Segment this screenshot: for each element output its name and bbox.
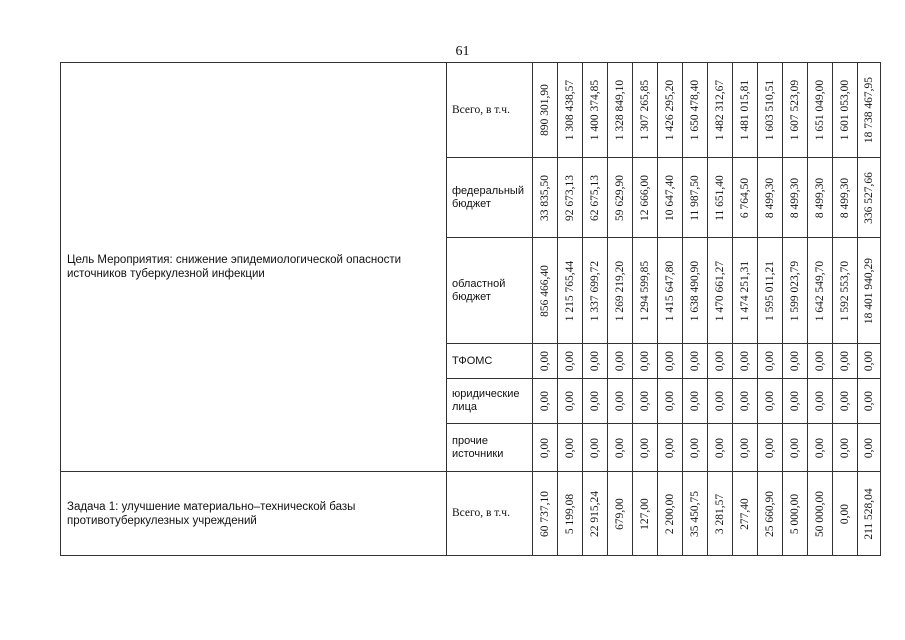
amount-cell — [833, 472, 858, 556]
amount-cell — [858, 158, 881, 238]
amount-value: 0,00 — [664, 390, 676, 412]
amount-value: 127,00 — [639, 497, 651, 530]
amount-value: 1 482 312,67 — [714, 79, 726, 141]
amount-cell — [683, 158, 708, 238]
amount-value: 60 737,10 — [539, 490, 551, 537]
amount-cell — [683, 238, 708, 344]
amount-cell — [533, 63, 558, 158]
amount-value: 890 301,90 — [539, 84, 551, 136]
amount-value: 0,00 — [789, 390, 801, 412]
amount-value: 0,00 — [739, 350, 751, 372]
amount-value: 3 281,57 — [714, 493, 726, 534]
amount-value: 0,00 — [714, 390, 726, 412]
amount-cell — [558, 158, 583, 238]
amount-value: 1 269 219,20 — [614, 260, 626, 321]
amount-cell — [783, 424, 808, 472]
amount-value: 8 499,30 — [814, 177, 826, 218]
amount-value: 1 651 049,00 — [814, 79, 826, 141]
amount-cell — [533, 158, 558, 238]
amount-value: 0,00 — [714, 350, 726, 372]
amount-value: 0,00 — [714, 437, 726, 458]
amount-value: 0,00 — [639, 437, 651, 458]
amount-value: 0,00 — [789, 437, 801, 458]
amount-value: 0,00 — [589, 437, 601, 458]
amount-cell — [758, 238, 783, 344]
amount-value: 35 450,75 — [689, 490, 701, 537]
amount-value: 18 401 940,29 — [863, 257, 875, 324]
amount-value: 0,00 — [863, 390, 875, 412]
funding-source-label: юридические лица — [447, 379, 533, 424]
amount-cell — [858, 379, 881, 424]
amount-cell — [833, 158, 858, 238]
amount-value: 0,00 — [689, 390, 701, 412]
amount-cell — [533, 344, 558, 379]
amount-value: 0,00 — [614, 350, 626, 372]
amount-cell — [658, 63, 683, 158]
amount-cell — [733, 238, 758, 344]
amount-value: 0,00 — [564, 437, 576, 458]
amount-cell — [758, 472, 783, 556]
amount-value: 33 835,50 — [539, 174, 551, 221]
amount-value: 18 738 467,95 — [863, 76, 875, 144]
amount-value: 0,00 — [614, 390, 626, 412]
amount-cell — [633, 158, 658, 238]
amount-value: 25 660,90 — [764, 490, 776, 537]
funding-source-label: областной бюджет — [447, 238, 533, 344]
amount-value: 5 000,00 — [789, 493, 801, 534]
amount-cell — [758, 63, 783, 158]
amount-value: 0,00 — [589, 350, 601, 372]
amount-cell — [608, 238, 633, 344]
amount-cell — [658, 379, 683, 424]
funding-source-label: прочие источники — [447, 424, 533, 472]
amount-cell — [658, 344, 683, 379]
amount-cell — [858, 238, 881, 344]
amount-value: 856 466,40 — [539, 264, 551, 317]
amount-value: 1 601 053,00 — [839, 79, 851, 141]
amount-cell — [633, 238, 658, 344]
amount-cell — [683, 344, 708, 379]
amount-value: 0,00 — [764, 437, 776, 458]
amount-cell — [808, 424, 833, 472]
amount-value: 211 528,04 — [863, 487, 875, 540]
amount-value: 336 527,66 — [863, 171, 875, 224]
amount-value: 0,00 — [664, 350, 676, 372]
amount-cell — [783, 472, 808, 556]
amount-value: 0,00 — [839, 350, 851, 372]
amount-value: 0,00 — [739, 390, 751, 412]
amount-cell — [783, 238, 808, 344]
amount-cell — [858, 344, 881, 379]
amount-value: 10 647,40 — [664, 174, 676, 221]
amount-cell — [608, 344, 633, 379]
amount-cell — [608, 158, 633, 238]
amount-cell — [858, 63, 881, 158]
amount-value: 2 200,00 — [664, 493, 676, 534]
amount-cell — [583, 344, 608, 379]
amount-cell — [733, 424, 758, 472]
amount-cell — [608, 379, 633, 424]
amount-cell — [533, 238, 558, 344]
amount-cell — [858, 472, 881, 556]
amount-value: 0,00 — [739, 437, 751, 458]
amount-value: 0,00 — [839, 503, 851, 524]
amount-value: 1 595 011,21 — [764, 260, 776, 321]
amount-cell — [733, 472, 758, 556]
amount-cell — [758, 424, 783, 472]
amount-value: 8 499,30 — [764, 177, 776, 218]
amount-value: 8 499,30 — [839, 177, 851, 218]
amount-cell — [533, 379, 558, 424]
amount-value: 0,00 — [589, 390, 601, 412]
amount-value: 1 215 765,44 — [564, 260, 576, 321]
amount-value: 0,00 — [614, 437, 626, 458]
amount-value: 0,00 — [839, 390, 851, 412]
amount-cell — [708, 379, 733, 424]
amount-cell — [758, 158, 783, 238]
amount-cell — [683, 63, 708, 158]
amount-value: 1 642 549,70 — [814, 260, 826, 321]
amount-cell — [683, 472, 708, 556]
amount-cell — [558, 379, 583, 424]
amount-cell — [758, 344, 783, 379]
amount-cell — [533, 424, 558, 472]
amount-cell — [633, 424, 658, 472]
amount-value: 679,00 — [614, 497, 626, 530]
amount-cell — [583, 238, 608, 344]
amount-cell — [858, 424, 881, 472]
amount-value: 1 328 849,10 — [614, 79, 626, 141]
amount-value: 1 294 599,85 — [639, 260, 651, 321]
amount-cell — [683, 424, 708, 472]
amount-value: 1 308 438,57 — [564, 79, 576, 141]
amount-value: 1 337 699,72 — [589, 260, 601, 321]
amount-value: 1 307 265,85 — [639, 79, 651, 141]
goal-row — [61, 63, 881, 158]
amount-value: 11 987,50 — [689, 174, 701, 221]
amount-cell — [683, 379, 708, 424]
amount-cell — [783, 158, 808, 238]
amount-cell — [833, 344, 858, 379]
amount-cell — [708, 424, 733, 472]
amount-cell — [633, 63, 658, 158]
amount-value: 0,00 — [689, 350, 701, 372]
amount-cell — [783, 63, 808, 158]
amount-cell — [583, 379, 608, 424]
amount-cell — [558, 472, 583, 556]
amount-cell — [558, 63, 583, 158]
amount-value: 0,00 — [564, 390, 576, 412]
amount-value: 1 603 510,51 — [764, 79, 776, 141]
amount-cell — [758, 379, 783, 424]
amount-cell — [583, 63, 608, 158]
amount-value: 1 481 015,81 — [739, 79, 751, 141]
amount-cell — [808, 238, 833, 344]
amount-value: 62 675,13 — [589, 174, 601, 221]
amount-value: 0,00 — [789, 350, 801, 372]
amount-cell — [833, 63, 858, 158]
amount-cell — [808, 379, 833, 424]
task1-row — [61, 472, 881, 556]
amount-cell — [558, 424, 583, 472]
amount-cell — [733, 63, 758, 158]
amount-value: 1 650 478,40 — [689, 79, 701, 141]
amount-cell — [708, 344, 733, 379]
amount-value: 0,00 — [814, 437, 826, 458]
amount-value: 1 638 490,90 — [689, 260, 701, 321]
funding-source-label: ТФОМС — [447, 344, 533, 379]
amount-value: 11 651,40 — [714, 174, 726, 221]
amount-value: 0,00 — [863, 350, 875, 372]
amount-cell — [583, 472, 608, 556]
goal-label: Цель Мероприятия: снижение эпидемиологической опасности источников туберкулезной инфекции — [61, 63, 447, 472]
amount-cell — [583, 424, 608, 472]
amount-value: 1 592 553,70 — [839, 260, 851, 321]
amount-value: 1 607 523,09 — [789, 79, 801, 141]
amount-value: 1 415 647,80 — [664, 260, 676, 321]
amount-cell — [783, 344, 808, 379]
amount-cell — [608, 472, 633, 556]
amount-value: 5 199,08 — [564, 493, 576, 534]
amount-value: 22 915,24 — [589, 490, 601, 537]
amount-cell — [733, 379, 758, 424]
amount-value: 0,00 — [664, 437, 676, 458]
amount-cell — [658, 238, 683, 344]
amount-value: 12 666,00 — [639, 174, 651, 221]
amount-value: 0,00 — [639, 350, 651, 372]
amount-value: 0,00 — [539, 350, 551, 372]
amount-cell — [558, 344, 583, 379]
amount-cell — [633, 344, 658, 379]
amount-value: 1 474 251,31 — [739, 260, 751, 321]
amount-cell — [558, 238, 583, 344]
amount-cell — [783, 379, 808, 424]
funding-source-label: Всего, в т.ч. — [447, 472, 533, 556]
amount-value: 0,00 — [639, 390, 651, 412]
amount-cell — [658, 424, 683, 472]
amount-value: 0,00 — [564, 350, 576, 372]
amount-value: 50 000,00 — [814, 490, 826, 537]
amount-cell — [633, 379, 658, 424]
amount-cell — [708, 238, 733, 344]
amount-value: 1 470 661,27 — [714, 260, 726, 321]
funding-table — [60, 62, 881, 556]
amount-cell — [808, 63, 833, 158]
amount-value: 92 673,13 — [564, 174, 576, 221]
amount-value: 0,00 — [814, 390, 826, 412]
amount-cell — [733, 158, 758, 238]
amount-cell — [808, 472, 833, 556]
amount-cell — [708, 63, 733, 158]
amount-value: 0,00 — [863, 437, 875, 458]
task1-label: Задача 1: улучшение материально–технической базы противотуберкулезных учреждений — [61, 472, 447, 556]
amount-value: 1 400 374,85 — [589, 79, 601, 141]
amount-value: 0,00 — [814, 350, 826, 372]
funding-source-label: федеральный бюджет — [447, 158, 533, 238]
amount-cell — [808, 158, 833, 238]
amount-value: 0,00 — [764, 390, 776, 412]
amount-value: 59 629,90 — [614, 174, 626, 221]
amount-value: 0,00 — [764, 350, 776, 372]
amount-cell — [608, 63, 633, 158]
amount-cell — [533, 472, 558, 556]
amount-cell — [658, 472, 683, 556]
amount-value: 1 599 023,79 — [789, 260, 801, 321]
amount-cell — [833, 379, 858, 424]
amount-value: 8 499,30 — [789, 177, 801, 218]
amount-cell — [583, 158, 608, 238]
amount-cell — [708, 472, 733, 556]
amount-value: 0,00 — [539, 390, 551, 412]
amount-value: 0,00 — [689, 437, 701, 458]
amount-value: 6 764,50 — [739, 177, 751, 218]
page-number: 61 — [455, 44, 470, 59]
amount-cell — [708, 158, 733, 238]
amount-value: 277,40 — [739, 497, 751, 530]
amount-value: 0,00 — [839, 437, 851, 458]
amount-cell — [833, 424, 858, 472]
amount-cell — [608, 424, 633, 472]
funding-source-label: Всего, в т.ч. — [447, 63, 533, 158]
amount-cell — [658, 158, 683, 238]
amount-value: 0,00 — [539, 437, 551, 458]
amount-cell — [808, 344, 833, 379]
amount-value: 1 426 295,20 — [664, 79, 676, 141]
amount-cell — [633, 472, 658, 556]
amount-cell — [733, 344, 758, 379]
amount-cell — [833, 238, 858, 344]
